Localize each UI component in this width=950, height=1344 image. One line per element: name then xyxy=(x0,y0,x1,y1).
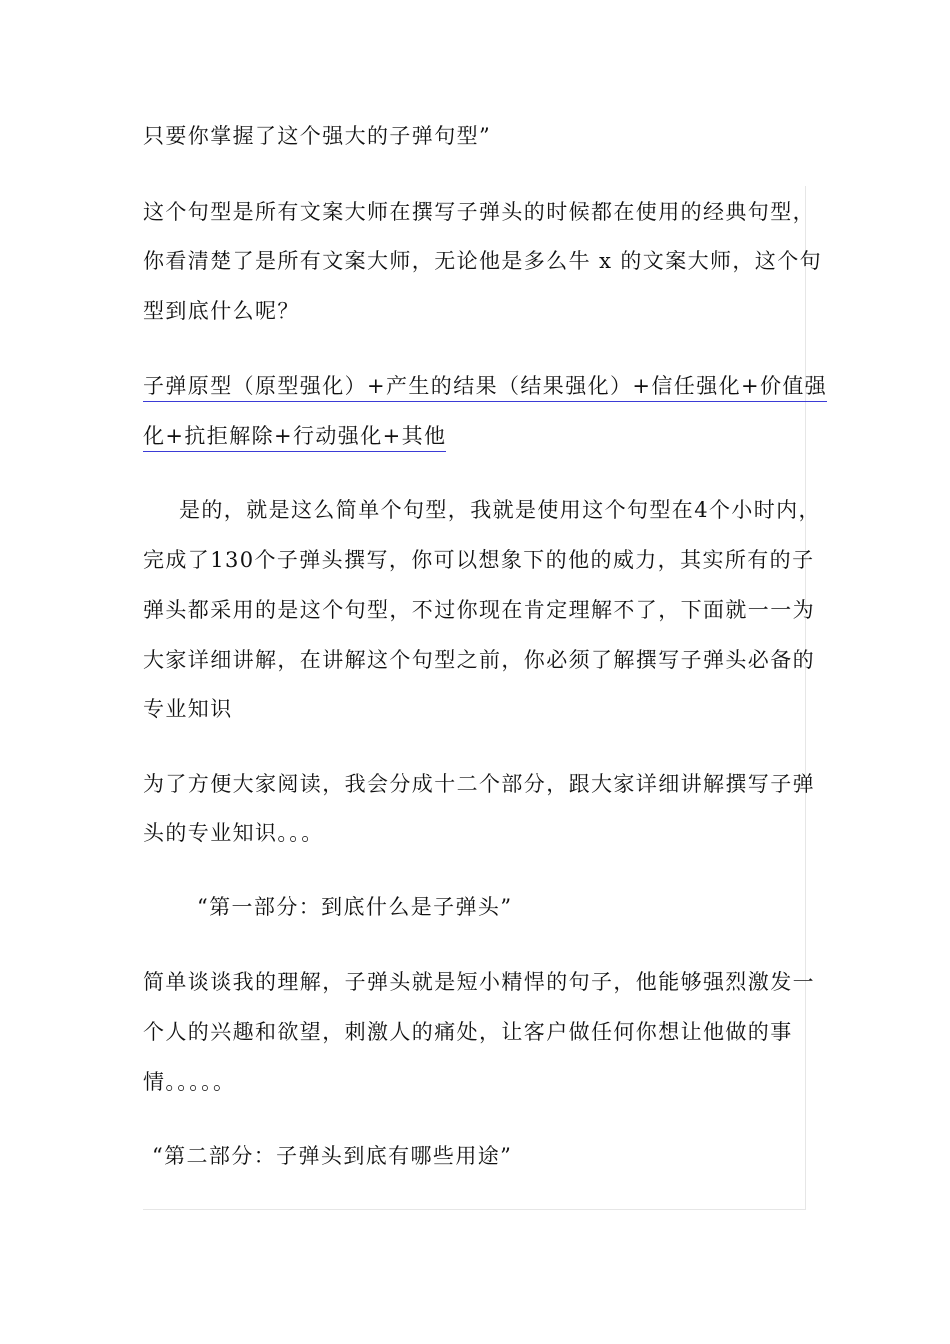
page-bottom-border xyxy=(143,1209,806,1210)
text-line: 大家详细讲解，在讲解这个句型之前，你必须了解撰写子弹头必备的 xyxy=(143,648,815,672)
formula-link-text[interactable]: 子弹原型（原型强化）+产生的结果（结果强化）+信任强化+价值强 xyxy=(143,374,827,402)
formula-line[interactable] xyxy=(143,423,446,449)
text-line: 这个句型是所有文案大师在撰写子弹头的时候都在使用的经典句型， xyxy=(143,200,815,224)
formula-link-text[interactable]: 化+抗拒解除+行动强化+其他 xyxy=(143,424,446,452)
text-line: 简单谈谈我的理解，子弹头就是短小精悍的句子，他能够强烈激发一 xyxy=(143,970,815,994)
text-line: 专业知识 xyxy=(143,697,233,721)
formula-line[interactable] xyxy=(143,373,827,399)
section-heading: “第二部分：子弹头到底有哪些用途” xyxy=(152,1144,513,1168)
text-line: 头的专业知识。。。 xyxy=(143,821,324,845)
section-heading: “第一部分：到底什么是子弹头” xyxy=(197,895,513,919)
text-line: 完成了130个子弹头撰写，你可以想象下的他的威力，其实所有的子 xyxy=(143,548,815,572)
page-right-border xyxy=(805,186,806,1210)
text-line: 只要你掌握了这个强大的子弹句型” xyxy=(143,124,492,148)
text-line: 弹头都采用的是这个句型，不过你现在肯定理解不了，下面就一一为 xyxy=(143,598,815,622)
text-line: 型到底什么呢？ xyxy=(143,299,300,323)
text-line: 情。。。。。 xyxy=(143,1070,236,1094)
text-line: 个人的兴趣和欲望，刺激人的痛处，让客户做任何你想让他做的事 xyxy=(143,1020,793,1044)
text-line: 你看清楚了是所有文案大师，无论他是多么牛 x 的文案大师，这个句 xyxy=(143,249,822,273)
text-line: 是的，就是这么简单个句型，我就是使用这个句型在4个小时内， xyxy=(179,498,821,522)
text-line: 为了方便大家阅读，我会分成十二个部分，跟大家详细讲解撰写子弹 xyxy=(143,772,815,796)
